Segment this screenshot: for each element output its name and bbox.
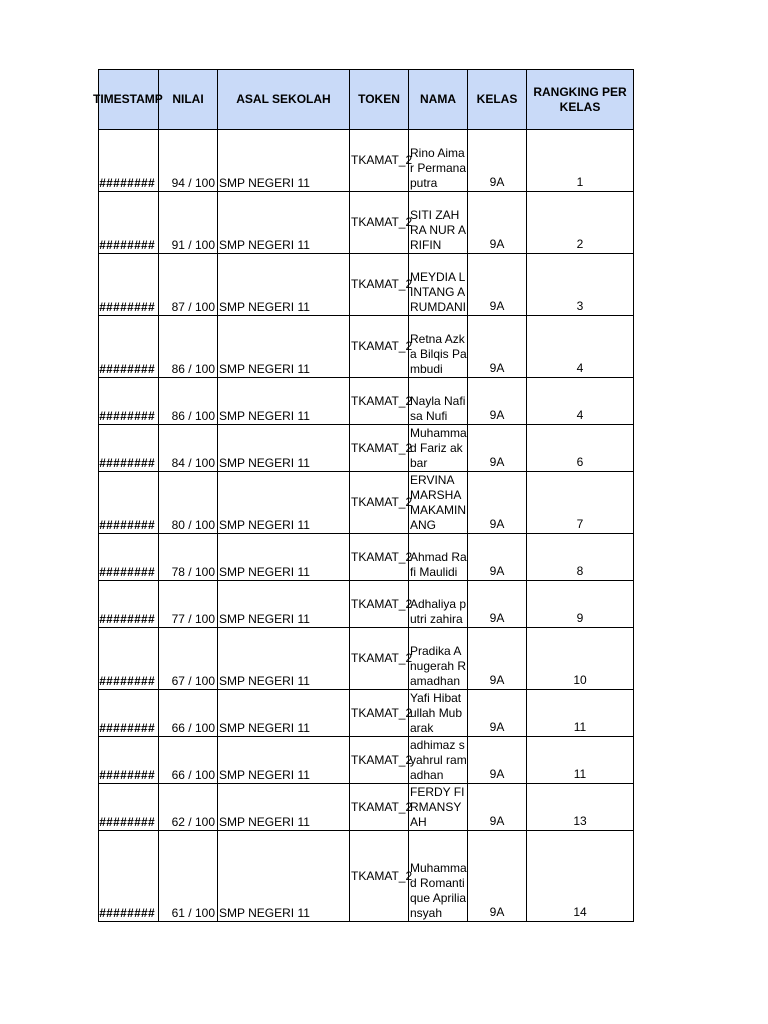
- cell-rangking[interactable]: 11: [527, 737, 634, 784]
- cell-kelas[interactable]: 9A: [468, 628, 527, 690]
- cell-asal-sekolah[interactable]: SMP NEGERI 11: [218, 130, 350, 192]
- cell-kelas[interactable]: 9A: [468, 690, 527, 737]
- cell-rangking[interactable]: 10: [527, 628, 634, 690]
- cell-asal-sekolah[interactable]: SMP NEGERI 11: [218, 534, 350, 581]
- cell-asal-sekolah[interactable]: SMP NEGERI 11: [218, 378, 350, 425]
- cell-nilai[interactable]: 87 / 100: [159, 254, 218, 316]
- cell-token[interactable]: TKAMAT_2: [350, 628, 409, 690]
- cell-rangking[interactable]: 3: [527, 254, 634, 316]
- cell-nama[interactable]: Retna Azka Bilqis Pambudi: [409, 316, 468, 378]
- cell-token[interactable]: TKAMAT_2: [350, 534, 409, 581]
- table-row: [99, 378, 634, 425]
- cell-nilai[interactable]: 66 / 100: [159, 690, 218, 737]
- cell-token[interactable]: TKAMAT_2: [350, 472, 409, 534]
- cell-asal-sekolah[interactable]: SMP NEGERI 11: [218, 628, 350, 690]
- header-nama[interactable]: NAMA: [409, 70, 468, 130]
- table-row: [99, 316, 634, 378]
- cell-nilai[interactable]: 91 / 100: [159, 192, 218, 254]
- cell-rangking[interactable]: 2: [527, 192, 634, 254]
- cell-rangking[interactable]: 14: [527, 831, 634, 922]
- cell-token[interactable]: TKAMAT_2: [350, 784, 409, 831]
- cell-timestamp[interactable]: ########: [99, 378, 159, 425]
- cell-nilai[interactable]: 61 / 100: [159, 831, 218, 922]
- cell-timestamp[interactable]: ########: [99, 254, 159, 316]
- table-row: [99, 472, 634, 534]
- cell-nilai[interactable]: 62 / 100: [159, 784, 218, 831]
- cell-token[interactable]: TKAMAT_2: [350, 737, 409, 784]
- table-row: [99, 628, 634, 690]
- header-row: [99, 70, 634, 130]
- cell-kelas[interactable]: 9A: [468, 581, 527, 628]
- cell-nilai[interactable]: 67 / 100: [159, 628, 218, 690]
- cell-nama[interactable]: Ahmad Rafi Maulidi: [409, 534, 468, 581]
- header-rangking[interactable]: RANGKING PER KELAS: [527, 70, 634, 130]
- cell-timestamp[interactable]: ########: [99, 581, 159, 628]
- cell-asal-sekolah[interactable]: SMP NEGERI 11: [218, 831, 350, 922]
- cell-nama[interactable]: Adhaliya putri zahira: [409, 581, 468, 628]
- table-row: [99, 784, 634, 831]
- cell-token[interactable]: TKAMAT_2: [350, 378, 409, 425]
- header-token[interactable]: TOKEN: [350, 70, 409, 130]
- cell-timestamp[interactable]: ########: [99, 534, 159, 581]
- cell-asal-sekolah[interactable]: SMP NEGERI 11: [218, 690, 350, 737]
- cell-rangking[interactable]: 11: [527, 690, 634, 737]
- cell-asal-sekolah[interactable]: SMP NEGERI 11: [218, 425, 350, 472]
- cell-asal-sekolah[interactable]: SMP NEGERI 11: [218, 192, 350, 254]
- cell-asal-sekolah[interactable]: SMP NEGERI 11: [218, 254, 350, 316]
- cell-kelas[interactable]: 9A: [468, 254, 527, 316]
- cell-token[interactable]: TKAMAT_2: [350, 690, 409, 737]
- cell-nama[interactable]: Muhammad Fariz akbar: [410, 426, 467, 470]
- header-timestamp[interactable]: TIMESTAMP: [99, 70, 159, 130]
- cell-asal-sekolah[interactable]: SMP NEGERI 11: [218, 581, 350, 628]
- cell-timestamp[interactable]: ########: [99, 425, 159, 472]
- cell-rangking[interactable]: 4: [527, 316, 634, 378]
- cell-timestamp[interactable]: ########: [99, 192, 159, 254]
- table-row: [99, 130, 634, 192]
- cell-nama[interactable]: adhimaz syahrul ramadhan: [410, 738, 467, 782]
- cell-kelas[interactable]: 9A: [468, 534, 527, 581]
- cell-asal-sekolah[interactable]: SMP NEGERI 11: [218, 472, 350, 534]
- cell-token[interactable]: TKAMAT_2: [350, 316, 409, 378]
- cell-nilai[interactable]: 94 / 100: [159, 130, 218, 192]
- cell-rangking[interactable]: 8: [527, 534, 634, 581]
- cell-token[interactable]: TKAMAT_2: [350, 130, 409, 192]
- table-row: [99, 737, 634, 784]
- header-nilai[interactable]: NILAI: [159, 70, 218, 130]
- cell-token[interactable]: TKAMAT_2: [350, 581, 409, 628]
- cell-timestamp[interactable]: ########: [99, 472, 159, 534]
- cell-token[interactable]: TKAMAT_2: [350, 831, 409, 922]
- cell-asal-sekolah[interactable]: SMP NEGERI 11: [218, 316, 350, 378]
- cell-nama[interactable]: Rino Aimar Permana putra: [409, 130, 468, 192]
- cell-nama[interactable]: ERVINA MARSHA MAKAMINANG: [410, 473, 467, 532]
- cell-timestamp[interactable]: ########: [99, 628, 159, 690]
- cell-token[interactable]: TKAMAT_2: [350, 254, 409, 316]
- cell-token[interactable]: TKAMAT_2: [350, 425, 409, 472]
- cell-asal-sekolah[interactable]: SMP NEGERI 11: [218, 784, 350, 831]
- cell-rangking[interactable]: 4: [527, 378, 634, 425]
- cell-kelas[interactable]: 9A: [468, 737, 527, 784]
- cell-rangking[interactable]: 6: [527, 425, 634, 472]
- cell-nama[interactable]: Pradika Anugerah Ramadhan: [409, 628, 468, 690]
- cell-nama[interactable]: Yafi Hibatullah Mubarak: [409, 690, 468, 737]
- table-row: [99, 254, 634, 316]
- cell-nilai[interactable]: 77 / 100: [159, 581, 218, 628]
- table-row: [99, 192, 634, 254]
- cell-nilai[interactable]: 78 / 100: [159, 534, 218, 581]
- table-row: [99, 690, 634, 737]
- cell-nama[interactable]: FERDY FIRMANSYAH: [409, 784, 468, 831]
- cell-kelas[interactable]: 9A: [468, 472, 527, 534]
- cell-kelas[interactable]: 9A: [468, 378, 527, 425]
- cell-nama[interactable]: SITI ZAHRA NUR ARIFIN: [409, 192, 468, 254]
- cell-kelas[interactable]: 9A: [468, 784, 527, 831]
- cell-timestamp[interactable]: ########: [99, 784, 159, 831]
- cell-rangking[interactable]: 9: [527, 581, 634, 628]
- cell-timestamp[interactable]: ########: [99, 831, 159, 922]
- cell-nama[interactable]: Muhammad Romantique Apriliansyah: [409, 831, 468, 922]
- cell-rangking[interactable]: 13: [527, 784, 634, 831]
- header-kelas[interactable]: KELAS: [468, 70, 527, 130]
- cell-timestamp[interactable]: ########: [99, 737, 159, 784]
- cell-timestamp[interactable]: ########: [99, 690, 159, 737]
- cell-nilai[interactable]: 80 / 100: [159, 472, 218, 534]
- cell-nama[interactable]: MEYDIA LINTANG ARUMDANI: [409, 254, 468, 316]
- cell-kelas[interactable]: 9A: [468, 130, 527, 192]
- cell-timestamp[interactable]: ########: [99, 130, 159, 192]
- cell-nama[interactable]: Nayla Nafisa Nufi: [409, 378, 468, 425]
- table-row: [99, 425, 634, 472]
- cell-rangking[interactable]: 1: [527, 130, 634, 192]
- cell-nilai[interactable]: 86 / 100: [159, 316, 218, 378]
- table-row: [99, 581, 634, 628]
- cell-kelas[interactable]: 9A: [468, 831, 527, 922]
- cell-timestamp[interactable]: ########: [99, 316, 159, 378]
- cell-kelas[interactable]: 9A: [468, 192, 527, 254]
- cell-nilai[interactable]: 86 / 100: [159, 378, 218, 425]
- cell-token[interactable]: TKAMAT_2: [350, 192, 409, 254]
- header-asal-sekolah[interactable]: ASAL SEKOLAH: [218, 70, 350, 130]
- cell-kelas[interactable]: 9A: [468, 425, 527, 472]
- cell-rangking[interactable]: 7: [527, 472, 634, 534]
- cell-nilai[interactable]: 84 / 100: [159, 425, 218, 472]
- cell-kelas[interactable]: 9A: [468, 316, 527, 378]
- table-row: [99, 534, 634, 581]
- table-row: [99, 831, 634, 922]
- cell-asal-sekolah[interactable]: SMP NEGERI 11: [218, 737, 350, 784]
- cell-nilai[interactable]: 66 / 100: [159, 737, 218, 784]
- ranking-table: [93, 69, 634, 922]
